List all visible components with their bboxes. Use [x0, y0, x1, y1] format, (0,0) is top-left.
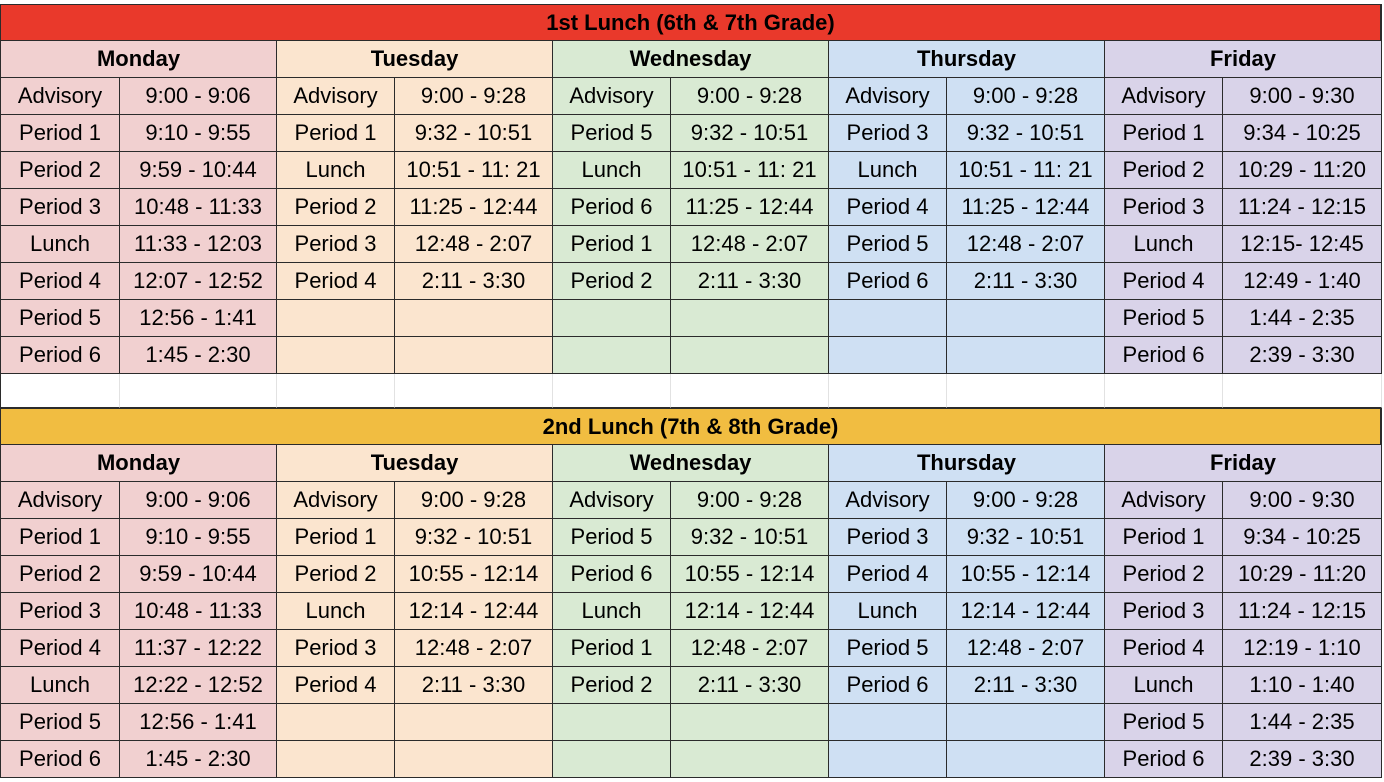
thursday-time-cell[interactable]: 10:51 - 11: 21	[947, 152, 1105, 189]
friday-time-cell[interactable]: 1:44 - 2:35	[1223, 704, 1382, 741]
empty-cell[interactable]	[1223, 374, 1382, 408]
tuesday-period-cell[interactable]: Advisory	[277, 482, 395, 519]
monday-time-cell[interactable]: 1:45 - 2:30	[120, 741, 277, 778]
friday-time-cell[interactable]: 9:34 - 10:25	[1223, 519, 1382, 556]
empty-cell[interactable]	[0, 374, 120, 408]
day-header-friday[interactable]: Friday	[1105, 41, 1382, 78]
schedule-row	[0, 300, 1384, 337]
thursday-period-cell[interactable]: Period 3	[829, 519, 947, 556]
monday-time-cell[interactable]: 11:33 - 12:03	[120, 226, 277, 263]
thursday-period-cell[interactable]: Period 6	[829, 667, 947, 704]
schedule-row	[0, 152, 1384, 189]
schedule-row	[0, 593, 1384, 630]
tuesday-time-cell[interactable]: 10:55 - 12:14	[395, 556, 553, 593]
empty-cell[interactable]	[947, 374, 1105, 408]
monday-time-cell[interactable]: 9:59 - 10:44	[120, 556, 277, 593]
wednesday-period-cell[interactable]: Period 6	[553, 556, 671, 593]
friday-time-cell[interactable]: 9:34 - 10:25	[1223, 115, 1382, 152]
wednesday-period-cell[interactable]: Period 6	[553, 189, 671, 226]
tuesday-time-cell[interactable]: 9:00 - 9:28	[395, 482, 553, 519]
tuesday-time-cell[interactable]: 12:48 - 2:07	[395, 226, 553, 263]
schedule-row	[0, 704, 1384, 741]
monday-time-cell[interactable]: 9:10 - 9:55	[120, 115, 277, 152]
tuesday-time-cell[interactable]: 12:14 - 12:44	[395, 593, 553, 630]
tuesday-time-cell[interactable]: 9:32 - 10:51	[395, 115, 553, 152]
thursday-time-cell[interactable]: 12:14 - 12:44	[947, 593, 1105, 630]
tuesday-period-cell[interactable]: Advisory	[277, 78, 395, 115]
wednesday-time-cell[interactable]: 9:00 - 9:28	[671, 482, 829, 519]
friday-time-cell[interactable]: 9:00 - 9:30	[1223, 482, 1382, 519]
thursday-time-cell[interactable]: 12:48 - 2:07	[947, 226, 1105, 263]
wednesday-time-cell[interactable]: 2:11 - 3:30	[671, 667, 829, 704]
wednesday-time-cell[interactable]: 10:55 - 12:14	[671, 556, 829, 593]
wednesday-period-cell[interactable]: Lunch	[553, 152, 671, 189]
friday-period-cell[interactable]: Lunch	[1105, 226, 1223, 263]
schedule-row	[0, 263, 1384, 300]
tuesday-period-cell[interactable]: Period 4	[277, 667, 395, 704]
friday-period-cell[interactable]: Period 1	[1105, 519, 1223, 556]
schedule-row	[0, 519, 1384, 556]
schedule-row	[0, 337, 1384, 374]
monday-time-cell[interactable]: 1:45 - 2:30	[120, 337, 277, 374]
thursday-time-cell[interactable]: 12:48 - 2:07	[947, 630, 1105, 667]
thursday-period-cell[interactable]: Period 4	[829, 189, 947, 226]
tuesday-time-cell[interactable]	[395, 337, 553, 374]
thursday-period-cell[interactable]: Advisory	[829, 482, 947, 519]
day-header-wednesday[interactable]: Wednesday	[553, 445, 829, 482]
wednesday-time-cell[interactable]	[671, 741, 829, 778]
tuesday-period-cell[interactable]	[277, 300, 395, 337]
empty-spacer-row	[0, 374, 1384, 408]
friday-period-cell[interactable]: Advisory	[1105, 78, 1223, 115]
thursday-time-cell[interactable]: 11:25 - 12:44	[947, 189, 1105, 226]
thursday-period-cell[interactable]: Advisory	[829, 78, 947, 115]
empty-cell[interactable]	[395, 374, 553, 408]
friday-period-cell[interactable]: Period 2	[1105, 556, 1223, 593]
thursday-time-cell[interactable]: 10:55 - 12:14	[947, 556, 1105, 593]
empty-cell[interactable]	[829, 374, 947, 408]
tuesday-time-cell[interactable]	[395, 300, 553, 337]
schedule-row	[0, 189, 1384, 226]
empty-cell[interactable]	[1105, 374, 1223, 408]
tuesday-period-cell[interactable]: Period 4	[277, 263, 395, 300]
friday-period-cell[interactable]: Period 6	[1105, 337, 1223, 374]
schedule-row	[0, 741, 1384, 778]
tuesday-period-cell[interactable]: Period 1	[277, 519, 395, 556]
tuesday-period-cell[interactable]	[277, 741, 395, 778]
monday-time-cell[interactable]: 12:22 - 12:52	[120, 667, 277, 704]
wednesday-period-cell[interactable]	[553, 337, 671, 374]
day-header-monday[interactable]: Monday	[0, 41, 277, 78]
empty-cell[interactable]	[671, 374, 829, 408]
friday-period-cell[interactable]: Period 3	[1105, 593, 1223, 630]
day-header-thursday[interactable]: Thursday	[829, 445, 1105, 482]
wednesday-period-cell[interactable]: Period 1	[553, 226, 671, 263]
friday-period-cell[interactable]: Period 5	[1105, 300, 1223, 337]
thursday-time-cell[interactable]	[947, 741, 1105, 778]
wednesday-period-cell[interactable]: Advisory	[553, 482, 671, 519]
tuesday-period-cell[interactable]: Period 1	[277, 115, 395, 152]
wednesday-period-cell[interactable]: Period 2	[553, 667, 671, 704]
tuesday-time-cell[interactable]: 11:25 - 12:44	[395, 189, 553, 226]
day-header-monday[interactable]: Monday	[0, 445, 277, 482]
friday-time-cell[interactable]: 1:10 - 1:40	[1223, 667, 1382, 704]
day-header-row	[0, 41, 1384, 78]
thursday-time-cell[interactable]: 2:11 - 3:30	[947, 263, 1105, 300]
schedule-row	[0, 115, 1384, 152]
thursday-period-cell[interactable]	[829, 337, 947, 374]
wednesday-time-cell[interactable]: 12:48 - 2:07	[671, 630, 829, 667]
wednesday-period-cell[interactable]: Period 5	[553, 519, 671, 556]
monday-period-cell[interactable]: Period 1	[0, 115, 120, 152]
thursday-period-cell[interactable]: Lunch	[829, 152, 947, 189]
wednesday-period-cell[interactable]: Period 2	[553, 263, 671, 300]
monday-time-cell[interactable]: 12:56 - 1:41	[120, 300, 277, 337]
wednesday-time-cell[interactable]	[671, 704, 829, 741]
wednesday-period-cell[interactable]: Advisory	[553, 78, 671, 115]
thursday-period-cell[interactable]: Period 5	[829, 630, 947, 667]
wednesday-period-cell[interactable]: Period 5	[553, 115, 671, 152]
monday-time-cell[interactable]: 11:37 - 12:22	[120, 630, 277, 667]
friday-time-cell[interactable]: 12:19 - 1:10	[1223, 630, 1382, 667]
wednesday-time-cell[interactable]: 12:14 - 12:44	[671, 593, 829, 630]
friday-period-cell[interactable]: Period 3	[1105, 189, 1223, 226]
thursday-time-cell[interactable]: 9:32 - 10:51	[947, 519, 1105, 556]
tuesday-period-cell[interactable]: Period 3	[277, 226, 395, 263]
tuesday-period-cell[interactable]	[277, 337, 395, 374]
wednesday-time-cell[interactable]	[671, 300, 829, 337]
monday-period-cell[interactable]: Period 3	[0, 189, 120, 226]
thursday-period-cell[interactable]	[829, 704, 947, 741]
schedule-row	[0, 667, 1384, 704]
schedule-row	[0, 226, 1384, 263]
wednesday-period-cell[interactable]	[553, 704, 671, 741]
tuesday-period-cell[interactable]	[277, 704, 395, 741]
friday-period-cell[interactable]: Period 1	[1105, 115, 1223, 152]
wednesday-time-cell[interactable]: 9:00 - 9:28	[671, 78, 829, 115]
schedule-row	[0, 630, 1384, 667]
monday-period-cell[interactable]: Period 1	[0, 519, 120, 556]
thursday-time-cell[interactable]	[947, 704, 1105, 741]
monday-period-cell[interactable]: Lunch	[0, 667, 120, 704]
tuesday-time-cell[interactable]: 9:00 - 9:28	[395, 78, 553, 115]
tuesday-time-cell[interactable]: 2:11 - 3:30	[395, 263, 553, 300]
thursday-period-cell[interactable]: Period 4	[829, 556, 947, 593]
friday-time-cell[interactable]: 2:39 - 3:30	[1223, 741, 1382, 778]
monday-period-cell[interactable]: Advisory	[0, 78, 120, 115]
monday-time-cell[interactable]: 9:10 - 9:55	[120, 519, 277, 556]
schedule-row	[0, 78, 1384, 115]
thursday-time-cell[interactable]: 9:00 - 9:28	[947, 78, 1105, 115]
day-header-thursday[interactable]: Thursday	[829, 41, 1105, 78]
monday-period-cell[interactable]: Period 3	[0, 593, 120, 630]
thursday-period-cell[interactable]	[829, 741, 947, 778]
thursday-period-cell[interactable]	[829, 300, 947, 337]
day-header-tuesday[interactable]: Tuesday	[277, 41, 553, 78]
first-lunch-banner[interactable]: 1st Lunch (6th & 7th Grade)	[0, 4, 1382, 41]
day-header-friday[interactable]: Friday	[1105, 445, 1382, 482]
monday-period-cell[interactable]: Period 2	[0, 556, 120, 593]
monday-period-cell[interactable]: Lunch	[0, 226, 120, 263]
monday-period-cell[interactable]: Period 6	[0, 741, 120, 778]
tuesday-time-cell[interactable]	[395, 704, 553, 741]
friday-time-cell[interactable]: 1:44 - 2:35	[1223, 300, 1382, 337]
monday-period-cell[interactable]: Advisory	[0, 482, 120, 519]
schedule-row	[0, 482, 1384, 519]
monday-period-cell[interactable]: Period 4	[0, 263, 120, 300]
wednesday-time-cell[interactable]: 9:32 - 10:51	[671, 519, 829, 556]
second-lunch-banner[interactable]: 2nd Lunch (7th & 8th Grade)	[0, 408, 1382, 445]
monday-period-cell[interactable]: Period 5	[0, 704, 120, 741]
wednesday-period-cell[interactable]: Lunch	[553, 593, 671, 630]
wednesday-period-cell[interactable]: Period 1	[553, 630, 671, 667]
tuesday-period-cell[interactable]: Period 3	[277, 630, 395, 667]
empty-cell[interactable]	[277, 374, 395, 408]
friday-period-cell[interactable]: Lunch	[1105, 667, 1223, 704]
schedule-row	[0, 556, 1384, 593]
friday-time-cell[interactable]: 9:00 - 9:30	[1223, 78, 1382, 115]
tuesday-time-cell[interactable]: 2:11 - 3:30	[395, 667, 553, 704]
wednesday-time-cell[interactable]	[671, 337, 829, 374]
thursday-period-cell[interactable]: Period 6	[829, 263, 947, 300]
tuesday-time-cell[interactable]: 10:51 - 11: 21	[395, 152, 553, 189]
tuesday-period-cell[interactable]: Lunch	[277, 593, 395, 630]
tuesday-period-cell[interactable]: Period 2	[277, 556, 395, 593]
monday-period-cell[interactable]: Period 2	[0, 152, 120, 189]
friday-period-cell[interactable]: Advisory	[1105, 482, 1223, 519]
wednesday-time-cell[interactable]: 10:51 - 11: 21	[671, 152, 829, 189]
friday-period-cell[interactable]: Period 4	[1105, 263, 1223, 300]
monday-period-cell[interactable]: Period 6	[0, 337, 120, 374]
monday-time-cell[interactable]: 10:48 - 11:33	[120, 593, 277, 630]
friday-time-cell[interactable]: 12:15- 12:45	[1223, 226, 1382, 263]
thursday-time-cell[interactable]: 9:32 - 10:51	[947, 115, 1105, 152]
day-header-row	[0, 445, 1384, 482]
wednesday-time-cell[interactable]: 2:11 - 3:30	[671, 263, 829, 300]
monday-time-cell[interactable]: 9:00 - 9:06	[120, 78, 277, 115]
wednesday-period-cell[interactable]	[553, 300, 671, 337]
thursday-period-cell[interactable]: Lunch	[829, 593, 947, 630]
friday-time-cell[interactable]: 10:29 - 11:20	[1223, 152, 1382, 189]
friday-period-cell[interactable]: Period 5	[1105, 704, 1223, 741]
friday-time-cell[interactable]: 2:39 - 3:30	[1223, 337, 1382, 374]
thursday-time-cell[interactable]: 2:11 - 3:30	[947, 667, 1105, 704]
thursday-time-cell[interactable]	[947, 337, 1105, 374]
thursday-period-cell[interactable]: Period 5	[829, 226, 947, 263]
monday-time-cell[interactable]: 12:56 - 1:41	[120, 704, 277, 741]
friday-time-cell[interactable]: 10:29 - 11:20	[1223, 556, 1382, 593]
tuesday-time-cell[interactable]	[395, 741, 553, 778]
wednesday-time-cell[interactable]: 12:48 - 2:07	[671, 226, 829, 263]
wednesday-time-cell[interactable]: 11:25 - 12:44	[671, 189, 829, 226]
tuesday-period-cell[interactable]: Period 2	[277, 189, 395, 226]
monday-period-cell[interactable]: Period 4	[0, 630, 120, 667]
day-header-wednesday[interactable]: Wednesday	[553, 41, 829, 78]
friday-period-cell[interactable]: Period 2	[1105, 152, 1223, 189]
friday-period-cell[interactable]: Period 6	[1105, 741, 1223, 778]
friday-time-cell[interactable]: 11:24 - 12:15	[1223, 593, 1382, 630]
thursday-period-cell[interactable]: Period 3	[829, 115, 947, 152]
tuesday-time-cell[interactable]: 12:48 - 2:07	[395, 630, 553, 667]
monday-time-cell[interactable]: 9:00 - 9:06	[120, 482, 277, 519]
monday-time-cell[interactable]: 12:07 - 12:52	[120, 263, 277, 300]
monday-period-cell[interactable]: Period 5	[0, 300, 120, 337]
wednesday-time-cell[interactable]: 9:32 - 10:51	[671, 115, 829, 152]
monday-time-cell[interactable]: 10:48 - 11:33	[120, 189, 277, 226]
monday-time-cell[interactable]: 9:59 - 10:44	[120, 152, 277, 189]
empty-cell[interactable]	[553, 374, 671, 408]
thursday-time-cell[interactable]: 9:00 - 9:28	[947, 482, 1105, 519]
friday-time-cell[interactable]: 11:24 - 12:15	[1223, 189, 1382, 226]
friday-time-cell[interactable]: 12:49 - 1:40	[1223, 263, 1382, 300]
wednesday-period-cell[interactable]	[553, 741, 671, 778]
thursday-time-cell[interactable]	[947, 300, 1105, 337]
empty-cell[interactable]	[120, 374, 277, 408]
tuesday-period-cell[interactable]: Lunch	[277, 152, 395, 189]
day-header-tuesday[interactable]: Tuesday	[277, 445, 553, 482]
friday-period-cell[interactable]: Period 4	[1105, 630, 1223, 667]
tuesday-time-cell[interactable]: 9:32 - 10:51	[395, 519, 553, 556]
